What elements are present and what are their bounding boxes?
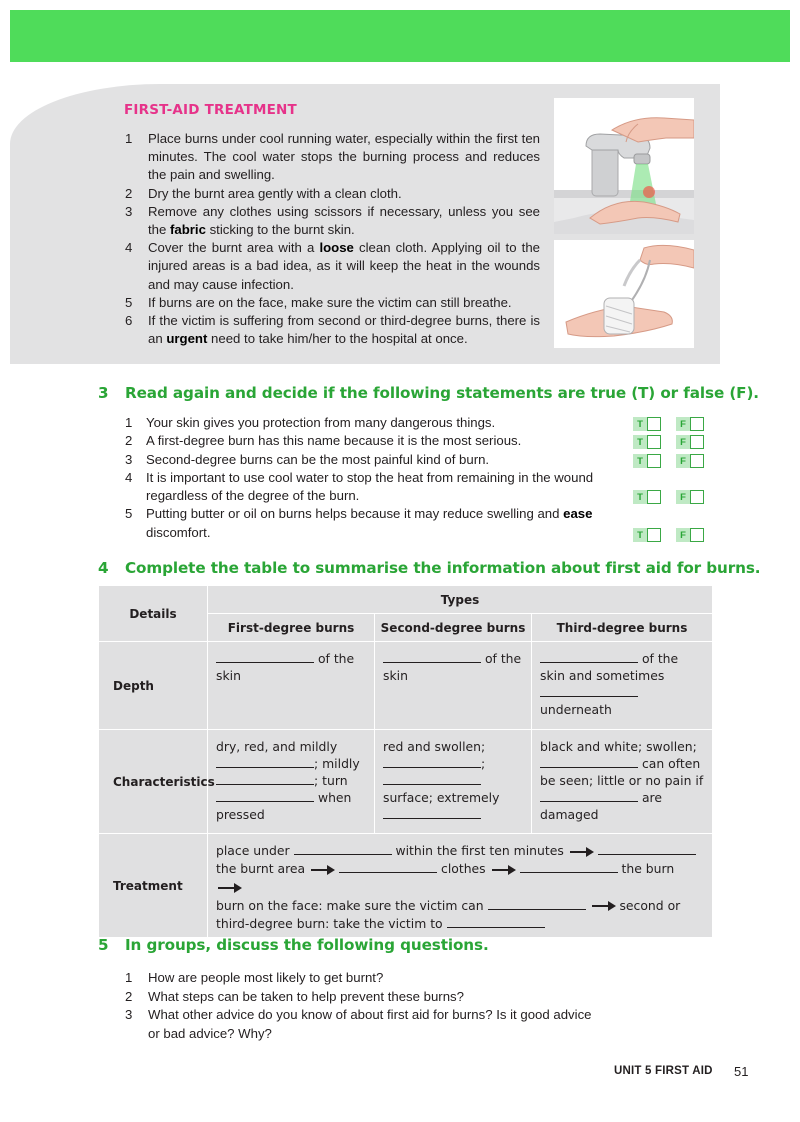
true-label: T [633,490,647,504]
first-degree-header: First-degree burns [208,614,375,642]
depth-label: Depth [99,642,208,730]
cell-text: ; mildly [314,756,360,772]
tap-water-image [554,98,694,234]
right-arrow-icon [218,887,240,889]
statement-number: 4 [125,469,133,485]
answer-blank[interactable] [294,843,392,855]
list-item [124,185,540,203]
right-arrow-icon [492,869,514,871]
true-checkbox[interactable] [647,528,661,542]
true-label: T [633,528,647,542]
tf-row-2 [633,435,704,449]
depth-third-degree [532,642,713,730]
tf-row-3 [633,454,704,468]
q4-number: 4 [98,559,109,577]
header-bar [10,10,790,62]
cell-text: of the skin [216,651,355,684]
false-label: F [676,490,690,504]
list-item [124,414,604,432]
statement-text: A first-degree burn has this name because it is the most serious. [146,433,522,449]
answer-blank[interactable] [598,843,696,855]
step-number: 1 [125,131,133,146]
characteristics-third-degree [532,730,713,834]
answer-blank[interactable] [540,756,638,768]
cell-text: third-degree burn: take the victim to [216,915,447,931]
tf-row-1 [633,417,704,431]
true-label: T [633,454,647,468]
answer-blank[interactable] [383,651,481,663]
tf-row-4 [633,490,704,504]
list-item [124,469,604,506]
step-text: clean cloth. Applying oil to the injured areas is a bad idea, as it will keep the heat in the wounds and may cause infection. [148,240,540,292]
tap-water-illustration [554,98,694,234]
cell-text: black and white; swollen; [540,739,697,754]
table-row [99,834,713,938]
answer-blank[interactable] [216,756,314,768]
types-header: Types [208,586,713,614]
list-item [124,130,540,185]
cell-text: the burnt area [216,861,306,877]
q3-statements [124,414,604,542]
answer-blank[interactable] [216,651,314,663]
third-degree-header: Third-degree burns [532,614,713,642]
q5-number: 5 [98,936,109,954]
question-number: 1 [125,970,133,985]
first-aid-title: FIRST-AID TREATMENT [124,102,297,118]
treatment-label: Treatment [99,834,208,938]
question-number: 2 [125,988,133,1004]
answer-blank[interactable] [447,916,545,928]
keyword-urgent: urgent [166,331,208,347]
statement-text: Second-degree burns can be the most painful kind of burn. [146,451,490,467]
question-text: How are people most likely to get burnt? [148,970,384,985]
cell-text: ; turn [314,773,348,789]
tf-row-5 [633,528,704,542]
answer-blank[interactable] [339,861,437,873]
step-number: 2 [125,185,133,201]
list-item [124,203,540,239]
cell-text: of the skin [383,651,522,684]
step-text: sticking to the burnt skin. [205,222,355,238]
true-checkbox[interactable] [647,454,661,468]
second-degree-header: Second-degree burns [375,614,532,642]
answer-blank[interactable] [488,898,586,910]
cell-text: damaged [540,807,599,823]
list-item [124,239,540,294]
cell-text: ; [481,756,486,772]
answer-blank[interactable] [383,773,481,785]
statement-text: discomfort. [146,524,211,540]
cell-text: dry, red, and mildly [216,739,338,754]
q5-heading [98,936,489,954]
true-label: T [633,435,647,449]
answer-blank[interactable] [520,861,618,873]
page-number: 51 [734,1064,749,1079]
cell-text: red and swollen; [383,739,486,754]
true-checkbox[interactable] [647,417,661,431]
false-label: F [676,454,690,468]
answer-blank[interactable] [383,756,481,768]
question-text: What other advice do you know of about first aid for burns? Is it good advice or bad advice? Why? [148,1007,592,1041]
keyword-fabric: fabric [170,222,206,238]
cell-text: the burn [617,861,675,877]
cell-text: place under [216,843,294,858]
question-text: What steps can be taken to help prevent these burns? [148,988,464,1004]
burns-table [98,585,713,938]
cell-text: underneath [540,702,612,718]
bandage-image [554,240,694,348]
right-arrow-icon [311,869,333,871]
statement-text: Putting butter or oil on burns helps because it may reduce swelling and [146,506,564,522]
statement-text: It is important to use cool water to stop the heat from remaining in the wound regardless of the degree of the burn. [146,469,594,504]
step-number: 4 [125,240,133,256]
q4-heading [98,559,760,577]
step-text: Remove any clothes using scissors if necessary, unless you see the [148,203,540,238]
cell-text: within the first ten minutes [391,843,564,858]
step-number: 3 [125,203,133,219]
q5-title: In groups, discuss the following questions. [125,936,489,954]
list-item [124,312,540,348]
table-row [99,642,713,730]
q3-number: 3 [98,384,109,402]
true-checkbox[interactable] [647,435,661,449]
q3-title: Read again and decide if the following statements are true (T) or false (F). [125,384,759,402]
list-item [124,451,604,469]
unit-label: UNIT 5 FIRST AID [614,1065,713,1077]
false-label: F [676,435,690,449]
step-text: need to take him/her to the hospital at once. [207,331,468,347]
answer-blank[interactable] [540,651,638,663]
details-header: Details [99,586,208,642]
step-text: If burns are on the face, make sure the victim can still breathe. [148,294,512,310]
false-label: F [676,417,690,431]
statement-text: Your skin gives you protection from many dangerous things. [146,415,496,430]
list-item [124,1006,604,1043]
false-checkbox[interactable] [690,435,704,449]
q4-title: Complete the table to summarise the information about first aid for burns. [125,559,761,577]
true-checkbox[interactable] [647,490,661,504]
answer-blank[interactable] [540,685,638,697]
q3-heading [98,384,759,402]
right-arrow-icon [592,905,614,907]
cell-text: surface; extremely [383,790,500,806]
q5-questions [124,969,604,1043]
false-checkbox[interactable] [690,490,704,504]
step-text: Place burns under cool running water, especially within the first ten minutes. The cool water stops the burning process and reduces the pain and swelling. [148,131,540,183]
false-checkbox[interactable] [690,454,704,468]
depth-first-degree [208,642,375,730]
list-item [124,988,604,1007]
list-item [124,432,604,450]
cell-text: of the skin and sometimes [540,651,679,684]
answer-blank[interactable] [216,773,314,785]
step-number: 6 [125,313,133,329]
keyword-ease: ease [563,506,593,522]
treatment-steps [208,834,713,938]
right-arrow-icon [570,851,592,853]
step-text: Cover the burnt area with a [148,240,320,256]
statement-number: 1 [125,415,133,430]
list-item [124,969,604,988]
answer-blank[interactable] [216,790,314,802]
cell-text: be seen; little or no pain if [540,773,704,789]
question-number: 3 [125,1007,133,1023]
false-label: F [676,528,690,542]
cell-text: second or [615,897,681,913]
bandaged-hand-illustration [554,240,694,348]
table-row [99,730,713,834]
characteristics-first-degree [208,730,375,834]
characteristics-label: Characteristics [99,730,208,834]
depth-second-degree [375,642,532,730]
true-label: T [633,417,647,431]
false-checkbox[interactable] [690,417,704,431]
first-aid-steps [124,130,540,348]
statement-number: 3 [125,451,133,467]
characteristics-second-degree [375,730,532,834]
statement-number: 2 [125,433,133,449]
list-item [124,505,604,542]
statement-number: 5 [125,506,133,522]
answer-blank[interactable] [540,790,638,802]
false-checkbox[interactable] [690,528,704,542]
step-text: If the victim is suffering from second or third-degree burns, there is an [148,313,540,347]
cell-text: pressed [216,807,265,823]
answer-blank[interactable] [383,807,481,819]
cell-text: can often [638,756,701,772]
step-number: 5 [125,294,133,310]
cell-text: burn on the face: make sure the victim can [216,897,488,913]
step-text: Dry the burnt area gently with a clean cloth. [148,185,402,201]
list-item [124,294,540,312]
cell-text: when [314,790,352,806]
keyword-loose: loose [319,240,354,256]
cell-text: are [638,790,662,806]
cell-text: clothes [437,861,486,877]
